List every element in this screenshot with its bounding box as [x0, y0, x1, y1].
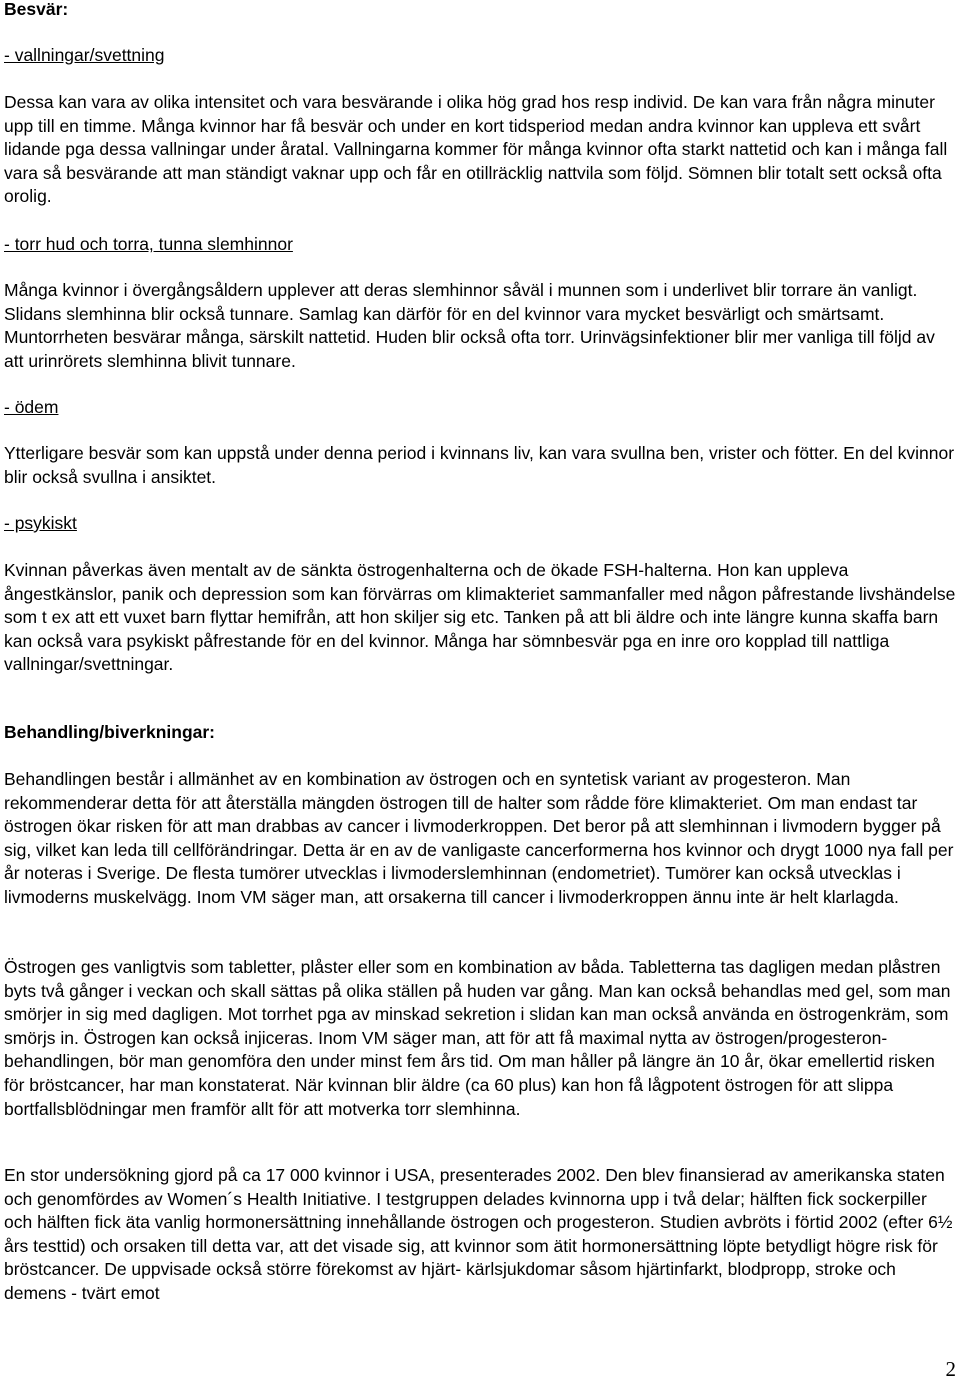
- page-number: 2: [945, 1357, 956, 1381]
- paragraph-vallningar: Dessa kan vara av olika intensitet och vara besvärande i olika hög grad hos resp individ. De kan vara från några minuter upp till en timme. Många kvinnor har få besvär och under en kort tidsperiod medan andra kvinnor kan uppleva ett svårt lidande pga dessa vallningar under åratal. Vallningarna kommer för många kvinnor ofta starkt nattetid och kan i många fall vara så besvärande att man ständigt vaknar upp och får en otillräcklig nattvila som följd. Sömnen blir totalt sett också ofta orolig.: [4, 92, 948, 207]
- paragraph-odem: Ytterligare besvär som kan uppstå under denna period i kvinnans liv, kan vara svullna ben, vrister och fötter. En del kvinnor blir också svullna i ansiktet.: [4, 443, 955, 487]
- subheading-vallningar: - vallningar/svettning: [4, 45, 165, 65]
- subheading-torr-hud: - torr hud och torra, tunna slemhinnor: [4, 234, 293, 254]
- paragraph-psykiskt: Kvinnan påverkas även mentalt av de sänkta östrogenhalterna och de ökade FSH-halterna. Hon kan uppleva ångestkänslor, panik och depression som kan förvärras om klimakteriet sammanfaller med någon påfrestande livshändelse som t ex att ett vuxet barn flyttar hemifrån, att hon skiljer sig etc. Tanken på att bli äldre och inte längre kunna skaffa barn kan också vara psykiskt påfrestande för en del kvinnor. Många har sömnbesvär pga en inre oro kopplad till nattliga vallningar/svettningar.: [4, 560, 956, 675]
- section-heading-besvar: Besvär:: [4, 0, 69, 19]
- subheading-odem: - ödem: [4, 397, 59, 417]
- paragraph-behandling-2: Östrogen ges vanligtvis som tabletter, plåster eller som en kombination av båda. Tabletterna tas dagligen medan plåstren byts två gånger i veckan och skall sättas på olika ställen på huden var gång. Man kan också behandlas med gel, som man smörjer in sig med dagligen. Mot torrhet pga av minskad sekretion i slidan kan man också använda en östrogenkräm, som smörjs in. Östrogen kan också injiceras. Inom VM säger man, att för att få maximal nytta av östrogen/progesteron-behandlingen, bör man genomföra den under minst fem års tid. Om man håller på längre än 10 år, ökar emellertid risken för bröstcancer, har man konstaterat. När kvinnan blir äldre (ca 60 plus) kan hon få lågpotent östrogen för att slippa bortfallsblödningar men framför allt för att motverka torr slemhinna.: [4, 957, 951, 1119]
- subheading-psykiskt: - psykiskt: [4, 513, 77, 533]
- paragraph-behandling-1: Behandlingen består i allmänhet av en kombination av östrogen och en syntetisk variant av progesteron. Man rekommenderar detta för att återställa mängden östrogen till de halter som rådde före klimakteriet. Om man endast tar östrogen ökar risken för att man drabbas av cancer i livmoderkroppen. Det beror på att slemhinnan i livmodern bygger på sig, vilket kan leda till cellförändringar. Detta är en av de vanligaste cancerformerna hos kvinnor och drygt 1000 nya fall per år noteras i Sverige. De flesta tumörer utvecklas i livmoderslemhinnan (endometriet). Tumörer kan också utvecklas i livmoderns muskelvägg. Inom VM säger man, att orsakerna till cancer i livmoderkroppen ännu inte är helt klarlagda.: [4, 769, 954, 907]
- section-heading-behandling: Behandling/biverkningar:: [4, 722, 215, 742]
- paragraph-behandling-3: En stor undersökning gjord på ca 17 000 kvinnor i USA, presenterades 2002. Den blev finansierad av amerikanska staten och genomfördes av Women´s Health Initiative. I testgruppen delades kvinnorna upp i två delar; hälften fick sockerpiller och hälften fick äta vanlig hormonersättning innehållande östrogen och progesteron. Studien avbröts i förtid 2002 (efter 6½ års testtid) och orsaken till detta var, att det visade sig, att kvinnor som ätit hormonersättning löpte betydligt högre risk för bröstcancer. De uppvisade också större förekomst av hjärt- kärlsjukdomar såsom hjärtinfarkt, blodpropp, stroke och demens - tvärt emot: [4, 1165, 953, 1303]
- paragraph-torr-hud: Många kvinnor i övergångsåldern upplever att deras slemhinnor såväl i munnen som i underlivet blir torrare än vanligt. Slidans slemhinna blir också tunnare. Samlag kan därför för en del kvinnor vara mycket besvärligt och smärtsamt. Muntorrheten besvärar många, särskilt nattetid. Huden blir också ofta torr. Urinvägsinfektioner blir mer vanliga till följd av att urinrörets slemhinna blivit tunnare.: [4, 280, 935, 371]
